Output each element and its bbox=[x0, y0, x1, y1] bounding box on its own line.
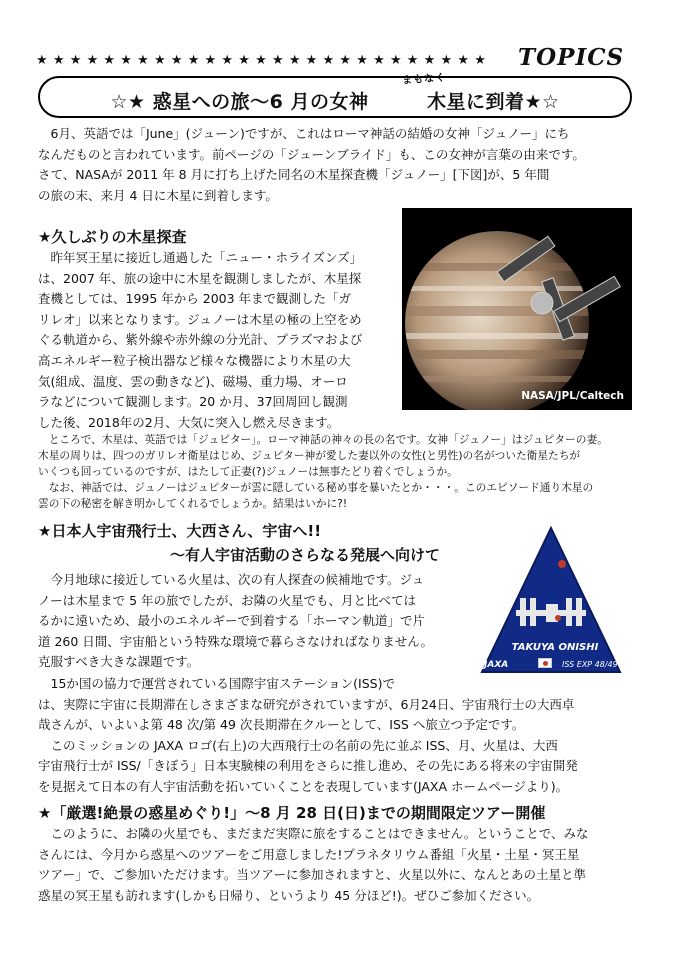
note-line: 雲の下の秘密を解き明かしてくれるでしょうか。結果はいかに?! bbox=[38, 497, 348, 510]
mars-dot bbox=[558, 560, 566, 568]
juno-line: 高エネルギー粒子検出器など様々な機器により木星の大 bbox=[38, 352, 351, 368]
mars-line: 道 260 日間、宇宙船という特殊な環境で暮らさなければなりません。 bbox=[38, 633, 434, 649]
jupiter-illustration bbox=[402, 208, 632, 410]
iss-line: 15か国の協力で運営されている国際宇宙ステーション(ISS)で bbox=[38, 676, 395, 691]
mars-line: ノーは木星まで 5 年の旅でしたが、お隣の火星でも、月と比べては bbox=[38, 592, 417, 608]
juno-line: は、2007 年、旅の途中に木星を観測しましたが、木星探 bbox=[38, 270, 362, 286]
juno-jupiter-image bbox=[402, 208, 632, 410]
juno-line: 気(組成、温度、雲の動きなど)、磁場、重力場、オーロ bbox=[38, 373, 348, 389]
note-line: なお、神話では、ジュノーはジュピターが雲に隠している秘め事を暴いたとか・・・。このエピソード通り木星の bbox=[38, 481, 594, 494]
juno-line: した後、2018年の2月、大気に突入し燃え尽きます。 bbox=[38, 414, 340, 430]
iss-line: は、実際に宇宙に長期滞在しさまざまな研究がされていますが、6月24日、宇宙飛行士の大西卓 bbox=[38, 696, 575, 712]
patch-agency: JAXA bbox=[484, 660, 509, 670]
iss-line: このミッションの JAXA ロゴ(右上)の大西飛行士の名前の先に並ぶ ISS、月、火星は、大西 bbox=[38, 737, 558, 753]
tour-line: このように、お隣の火星でも、まだまだ実際に旅をすることはできません。ということで、みな bbox=[38, 826, 589, 841]
mars-line: るかに遠いため、最小のエネルギーで到着する「ホーマン軌道」で片 bbox=[38, 613, 426, 629]
image-credit: NASA/JPL/Caltech bbox=[521, 390, 624, 402]
mars-line: 今月地球に接近している火星は、次の有人探査の候補地です。ジュ bbox=[38, 572, 425, 587]
section-heading-onishi: ★日本人宇宙飛行士、大西さん、宇宙へ!! bbox=[38, 522, 322, 540]
title-banner bbox=[38, 76, 632, 118]
tour-paragraph bbox=[38, 824, 638, 906]
iss-line: 哉さんが、いよいよ第 48 次/第 49 次長期滞在クルーとして、ISS へ旅立つ予定です。 bbox=[38, 717, 525, 733]
iss-line: を見据えて日本の有人宇宙活動を拓いていくことを表現しています(JAXA ホームページより)。 bbox=[38, 778, 569, 794]
japan-flag-icon bbox=[538, 658, 552, 668]
juno-line: 昨年冥王星に接近し通過した「ニュー・ホライズンズ」 bbox=[38, 250, 363, 265]
mars-line: 克服すべき大きな課題です。 bbox=[38, 654, 200, 670]
title-ruby: まもなく bbox=[401, 72, 447, 87]
section-heading-tour: ★「厳選!絶景の惑星めぐり!」～8 月 28 日(日)までの期間限定ツアー開催 bbox=[38, 804, 546, 822]
note-line: 木星の周りは、四つのガリレオ衛星はじめ、ジュピター神が愛した妻以外の女性(と男性)の名がついた衛星たちが bbox=[38, 449, 581, 462]
note-line: いくつも回っているのですが、はたして正妻(?)ジュノーは無事たどり着くでしょうか。 bbox=[38, 465, 458, 478]
intro-line: 6月、英語では「June」(ジューン)ですが、これはローマ神話の結婚の女神「ジュノー」にち bbox=[38, 126, 570, 141]
topics-label: TOPICS bbox=[518, 44, 625, 71]
jupiter-note bbox=[38, 432, 638, 512]
mission-patch bbox=[470, 518, 632, 684]
intro-paragraph bbox=[38, 124, 638, 206]
mars-paragraph bbox=[38, 570, 468, 673]
section-subheading-onishi: ～有人宇宙活動のさらなる発展へ向けて bbox=[170, 546, 441, 564]
juno-line: リレオ」以来となります。ジュノーは木星の極の上空をめ bbox=[38, 311, 362, 327]
juno-line: ぐる軌道から、紫外線や赤外線の分光計、プラズマおよび bbox=[38, 332, 363, 348]
patch-name: TAKUYA ONISHI bbox=[511, 642, 599, 653]
juno-paragraph bbox=[38, 248, 400, 433]
note-line: ところで、木星は、英語では「ジュピター」。ローマ神話の神々の長の名です。女神「ジュノー」はジュピターの妻。 bbox=[38, 433, 608, 446]
juno-line: 査機としては、1995 年から 2003 年まで観測した「ガ bbox=[38, 291, 352, 307]
section-heading-juno: ★久しぶりの木星探査 bbox=[38, 228, 187, 246]
page-title: ☆★ 惑星への旅～6 月の女神 木星に到着★☆ bbox=[110, 91, 560, 113]
intro-line: さて、NASAが 2011 年 8 月に打ち上げた同名の木星探査機「ジュノー」[下図]が、5 年間 bbox=[38, 167, 550, 183]
patch-mission: ISS EXP 48/49 bbox=[562, 660, 618, 669]
juno-line: ラなどについて観測します。20 か月、37回周回し観測 bbox=[38, 394, 348, 410]
tour-line: ツアー」で、ご参加いただけます。当ツアーに参加されますと、火星以外に、なんとあの土星と準 bbox=[38, 867, 587, 883]
intro-line: なんだものと言われています。前ページの「ジューンブライド」も、この女神が言葉の由来です。 bbox=[38, 146, 585, 162]
iss-paragraph bbox=[38, 674, 638, 798]
tour-line: 惑星の冥王星も訪れます(しかも日帰り、というより 45 分ほど!)。ぜひご参加ください。 bbox=[38, 887, 540, 903]
iss-line: 宇宙飛行士が ISS/「きぼう」日本実験棟の利用をさらに推し進め、その先にある将来の宇宙開発 bbox=[38, 758, 578, 774]
decorative-star-row: ★★★★★★★★★★★★★★★★★★★★★★★★★★★ bbox=[36, 53, 492, 68]
intro-line: の旅の末、来月 4 日に木星に到着します。 bbox=[38, 187, 278, 203]
tour-line: さんには、今月から惑星へのツアーをご用意しました!プラネタリウム番組「火星・土星・冥王星 bbox=[38, 846, 580, 862]
